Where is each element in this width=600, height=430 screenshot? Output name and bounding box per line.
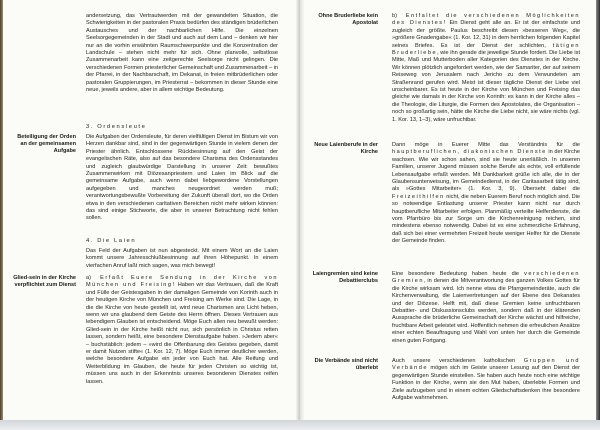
- margin-note-glied-sein: Glied-sein in der Kirche verpflichtet zum Dienst: [13, 275, 76, 289]
- paragraph-text: [86, 275, 278, 386]
- emphasis-text: verschiedenen Gremien: [392, 271, 580, 285]
- paragraph-text: [392, 142, 580, 246]
- item-label: a): [86, 275, 91, 281]
- emphasis-text: Entfaltet die verschiedenen Möglichkeiten des Dienstes!: [392, 13, 580, 27]
- emphasis-text: tätigen Bruderliebe: [392, 42, 580, 57]
- heading-text: 4. Die Laien: [86, 238, 137, 244]
- item-b-paragraph: [392, 13, 580, 124]
- margin-note-verbaende: Die Verbände sind nicht überlebt: [314, 358, 378, 372]
- laienberufe-paragraph: [392, 142, 580, 246]
- paragraph-text: Die Aufgaben der Ordensleute, für deren vielfältigen Dienst im Bistum wir von Herzen dankbar sind, sind in der gegenwärtigen Stunde in vielem denen der Priester ähnlich. Entschlossene Rückbesinnung auf den Geist der evangelischen Räte, also auf das besondere Charisma des Ordensstandes und zugleich glaubwürdige Darstellung in unserer Zeit: bewußtes Zusammenwirken mit Diözesanpriestern und Laien im Blick auf die gemeinsame Aufgabe, auch wenn dabei liebgewordene Vorstellungen aufgegeben und manches neugeordnet werden muß; verantwortungsbewußte Vorbereitung der Zukunft überall dort, wo die Orden etwa in den verschiedenen caritativen Bereichen nicht mehr wirken können: das sind einige Stichworte, die aber in unserer Betrachtung nicht fehlen sollen.: [86, 134, 278, 222]
- body-text: , wie ihn gerade die jeweilige Stunde fordert. Die Liebe ist Mitte, Maß und Mutterboden aller Kategorien des Dienstes in der Kirche. Wir können plötzlich angefordert werden, wie der Samariter, der auf seinem Reiseweg von Jerusalem nach Jericho zu dem Verwundeten am Straßenrand gerufen wird. Meist ist dieser tägliche Dienst der Liebe viel unscheinbarer. Es ist heute in der Kirche von München und Freising das gleiche wie damals in der Kirche von Korinth: es kann in der Kirche alles – die Theologie, die Liturgie, die Formen des Apostolates, die Organisation – noch so großartig sein, hätte die Kirche die Liebe nicht, sie wäre nichts (vgl. 1. Kor. 13, 1–3), wäre unfruchtbar.: [392, 50, 580, 123]
- paragraph-text: andersetzung, das Vertrautwerden mit der gewandelten Situation, die Schwierigkeiten in der pastoralen Praxis bedürfen des ständigen brüderlichen Austausches und der nachbarlichen Hilfe. Die einzelnen Seelsorgegemeinden in der Stadt und auch auf dem Land – denken wir hier nur an die vorhin erwähnten Raumschwerpunkte und die Konzentration der Landschule – stehen nicht mehr für sich. Ohne planvolle, selbstlose Zusammenarbeit kann eine zeitgerechte Seelsorge nicht gelingen. Die verschiedenen Formen priesterlicher Gemeinschaft und Zusammenarbeit – in der Pfarrei, in der Nachbarschaft, im Dekanat, in freien mitbrüderlichen oder pastoralen Gruppierungen, im Priesterrat – bekommen in dieser Stunde eine neue, jeweils andere, aber in allem wichtige Bedeutung.: [86, 13, 278, 94]
- body-text: in der Kirche wachsen. Wie wir schon sahen, sind sie heute unerläßlich. In unseren Familien, unserer Jugend müssen solche Berufe als echte, voll erfüllende Lebensaufgabe erfaßt werden. Mit Dankbarkeit grüße ich alle, die in der Glaubensunterweisung, im Gemeindedienst, in der Caritasarbeit tätig sind, als »Gottes Mitarbeiter« (1. Kor. 3, 9). Überseht dabei die: [392, 149, 580, 193]
- emphasis-text: Gruppen und Verbände: [392, 358, 580, 372]
- body-text: Eine besondere Bedeutung haben heute die: [392, 271, 525, 277]
- margin-note-laienberufe: Neue Laienberufe in der Kirche: [314, 142, 378, 156]
- item-a-paragraph: [86, 275, 278, 386]
- book-gutter: [296, 0, 304, 420]
- body-text: Dann möge in Euerer Mitte das Verständnis für die: [392, 142, 580, 148]
- margin-note-gremien: Laiengremien sind keine Debattierclubs: [312, 271, 378, 285]
- body-text: Ein Dienst geht alle an. Er ist der einfachste und zugleich der größte. Paulus beschreibt diesen »besseren Weg«, die »größere Gnadengabe« (1. Kor. 12, 31) in dem herrlichen folgenden Kapitel seines Briefes. Es ist der Dienst der schlichten,: [392, 20, 581, 49]
- paragraph-text: [392, 358, 580, 402]
- body-text: mögen sich im Geiste unserer Lesung auf den Dienst der gegenwärtigen Stunde einstellen. Sie haben auch heute noch eine wichtige Funktion in der Kirche, wenn sie den Mut haben, überlebte Formen und Ziele aufzugeben und in einem echten Gliedschaftsdenken ihre besondere Aufgabe wahrnehmen.: [392, 365, 580, 402]
- margin-note-bruderliebe: Ohne Bruderliebe kein Apostolat: [318, 13, 378, 27]
- margin-note-orden: Beteiligung der Orden an der gemeinsamen Aufgabe: [17, 134, 76, 155]
- emphasis-text: Erfaßt Euere Sendung in der Kirche von München und Freising!: [86, 275, 278, 289]
- body-text: Auch unsere verschiedenen katholischen: [392, 358, 524, 364]
- left-intro-paragraph: [86, 13, 278, 94]
- right-page-edge: [596, 0, 600, 420]
- emphasis-text: hauptberuflichen, diakonischen Dienste: [392, 149, 547, 156]
- laien-intro-paragraph: [86, 248, 278, 270]
- emphasis-text: Freizeithilfen: [392, 193, 445, 200]
- right-page: [304, 0, 596, 420]
- section-heading-ordensleute: [86, 124, 278, 131]
- paragraph-text: Das Feld der Aufgaben ist nun abgesteckt. Mit einem Wort an die Laien kommt unsere Jahresschlußbesinnung auf ihren Höhepunkt. In einem vierfachen Anruf laßt mich sagen, was mich bewegt!: [86, 248, 278, 269]
- left-page: [0, 0, 296, 420]
- body-text: , in denen die Mitverantwortung des ganzen Volkes Gottes für die Kirche wirksam wird. Ich nenne etwa die Pfarrgemeinderäte, auch die Kirchenverwaltung, die Laienvertretungen auf der Ebene des Dekanates und der Diözese. Helft mit, daß diese Gremien keine unfruchtbaren Debattier- und Diskussionsclubs werden, sondern daß in der klärenden Aussprache die brüderliche Gemeinschaft der Kirche wächst und hilfreiche, fruchtbare Arbeit geleistet wird. Hoffentlich nehmen die erfreulichen Ansätze einer echten Beauftragung und Wahl von unten her durch die Gemeinde einen guten Fortgang.: [392, 278, 580, 344]
- section-heading-laien: [86, 238, 278, 245]
- scan-bottom-margin: [0, 420, 600, 430]
- paragraph-text: [392, 271, 580, 345]
- heading-text: 3. Ordensleute: [86, 124, 147, 130]
- body-text: Haben wir das Vertrauen, daß die Kraft und Fülle der Geistesgaben in der damaligen Gemeinde von Korinth auch in der heutigen Kirche von München und Freising am Werke sind. Die Lage, in die die Kirche von heute gestellt ist, wird neue Charismen ans Licht heben, wenn wir uns glaubend dem Geiste des Herrn öffnen. Dieses Vertrauen aus lebendigem Glauben ist entscheidend. Möge Euch allen neu bewußt werden: Glied-sein in der Kirche heißt nicht nur, sich persönlich in Christus retten lassen, sondern heißt, eine besondere Dienstaufgabe haben. »Jedem aber« – buchstäblich: jedem – »wird die Offenbarung des Geistes gegeben, damit er damit Nutzen stifte« (1. Kor. 12, 7). Möge Euch immer deutlicher werden, welche besondere Aufgabe ein jeder von Euch hat. Alle Reifung und Weiterbildung im Glauben, die heute für jeden Christen so wichtig ist, müssen uns auch in der Erkenntnis unseres besonderen Dienstes reifen lassen.: [86, 282, 279, 385]
- body-text: nicht, die neben Euerem Beruf noch möglich sind. Die so notwendige Entlastung unserer Priester kann nicht nur durch hauptberufliche Mitarbeiter erfolgen. Planmäßig verteilte Helferdienste, die vom Pfarrbüro bis zur Sorge um die Kirchenreinigung reichen, sind mindestens ebenso notwendig. Dabei ist es eine schmerzliche Erfahrung, daß sich bei einer vermehrten Freizeit heute weniger Helfer für die Dienste der Gemeinde finden.: [392, 193, 580, 245]
- paragraph-text: [392, 13, 580, 124]
- ordensleute-paragraph: [86, 134, 278, 223]
- gremien-paragraph: [392, 271, 580, 345]
- verbaende-paragraph: [392, 358, 580, 402]
- item-label: b): [392, 13, 397, 19]
